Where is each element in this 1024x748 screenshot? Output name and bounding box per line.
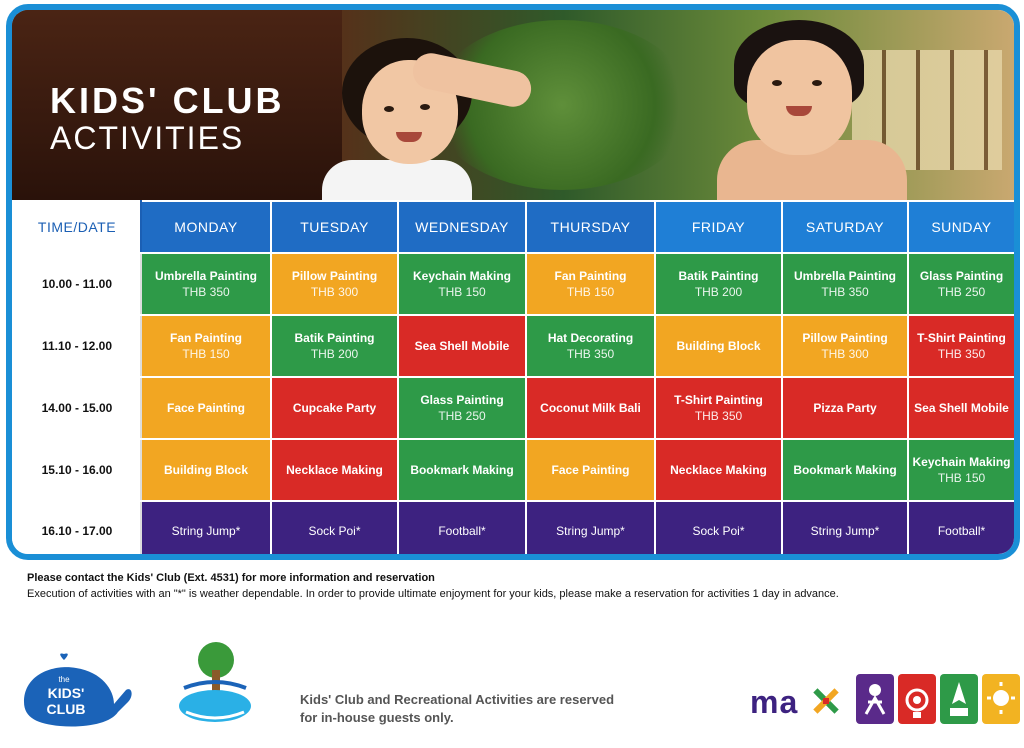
activity-price: THB 150 bbox=[566, 285, 615, 299]
table-row bbox=[13, 439, 1015, 501]
activity-name: Bookmark Making bbox=[793, 463, 897, 477]
activity-name: Football* bbox=[438, 524, 486, 538]
activity-name: Coconut Milk Bali bbox=[540, 401, 641, 415]
reserved-notice bbox=[300, 691, 614, 727]
activity-cell bbox=[398, 253, 526, 315]
activity-name: Umbrella Painting bbox=[154, 269, 258, 283]
activity-cell bbox=[655, 377, 782, 439]
table-header-row bbox=[13, 201, 1015, 253]
reserved-line-1: Kids' Club and Recreational Activities are reserved bbox=[300, 692, 615, 707]
time-slot: 10.00 - 11.00 bbox=[13, 253, 141, 315]
activity-price: THB 350 bbox=[566, 347, 615, 361]
table-row bbox=[13, 377, 1015, 439]
activity-name: Batik Painting bbox=[294, 331, 375, 345]
activity-price: THB 300 bbox=[310, 285, 359, 299]
table-row bbox=[13, 501, 1015, 560]
activity-name: Fan Painting bbox=[554, 269, 627, 283]
activity-cell bbox=[141, 439, 271, 501]
title-kids-club: KIDS' CLUB bbox=[50, 80, 285, 121]
reserved-line-2: for in-house guests only. bbox=[300, 710, 454, 725]
activity-cell bbox=[908, 377, 1015, 439]
activity-price: THB 150 bbox=[438, 285, 486, 299]
activity-name: T-Shirt Painting bbox=[917, 331, 1006, 345]
activity-cell bbox=[141, 315, 271, 377]
schedule-card bbox=[6, 4, 1020, 560]
header-sunday: SUNDAY bbox=[908, 201, 1015, 253]
max-logo: ma bbox=[750, 684, 799, 720]
activity-name: Keychain Making bbox=[412, 269, 512, 283]
activity-name: Sea Shell Mobile bbox=[914, 401, 1009, 415]
activity-cell bbox=[908, 253, 1015, 315]
activity-cell bbox=[398, 377, 526, 439]
activity-price: THB 200 bbox=[694, 285, 743, 299]
activity-cell bbox=[782, 253, 908, 315]
sun-icon bbox=[982, 674, 1020, 724]
activity-cell bbox=[271, 439, 398, 501]
activity-name: String Jump* bbox=[810, 524, 880, 538]
logo-club: CLUB bbox=[46, 701, 86, 717]
treehouse-waterpark-logo bbox=[174, 640, 256, 728]
header-monday: MONDAY bbox=[141, 201, 271, 253]
activity-name: Fan Painting bbox=[170, 331, 242, 345]
activity-cell bbox=[655, 439, 782, 501]
title-activities: ACTIVITIES bbox=[50, 120, 245, 156]
activity-name: Pillow Painting bbox=[291, 269, 378, 283]
activity-name: Pizza Party bbox=[813, 401, 877, 415]
activity-name: String Jump* bbox=[171, 524, 241, 538]
activity-cell bbox=[141, 501, 271, 560]
activity-name: Building Block bbox=[676, 339, 761, 353]
activity-name: Building Block bbox=[164, 463, 248, 477]
activity-name: Necklace Making bbox=[286, 463, 383, 477]
activity-name: Glass Painting bbox=[919, 269, 1004, 283]
kids-club-logo bbox=[14, 652, 134, 732]
activity-name: Hat Decorating bbox=[547, 331, 634, 345]
activity-name: Glass Painting bbox=[420, 393, 504, 407]
activity-name: Keychain Making bbox=[912, 455, 1011, 469]
contact-info bbox=[27, 572, 435, 584]
activity-price: THB 350 bbox=[694, 409, 743, 423]
activity-name: Face Painting bbox=[166, 401, 246, 415]
header-time-date: TIME/DATE bbox=[13, 201, 141, 253]
activity-schedule-table bbox=[12, 200, 1016, 560]
activity-cell bbox=[526, 253, 655, 315]
activity-cell bbox=[398, 501, 526, 560]
activity-cell bbox=[908, 439, 1015, 501]
hero-photo bbox=[12, 10, 1014, 200]
activity-cell bbox=[655, 501, 782, 560]
activity-name: Batik Painting bbox=[678, 269, 759, 283]
activity-cell bbox=[782, 501, 908, 560]
header-friday: FRIDAY bbox=[655, 201, 782, 253]
activity-price: THB 150 bbox=[182, 347, 230, 361]
contact-text: Please contact the Kids' Club (Ext. 4531) for more information and reservation bbox=[27, 572, 435, 584]
activity-price: THB 350 bbox=[821, 285, 869, 299]
child-icon bbox=[856, 674, 894, 724]
header-thursday: THURSDAY bbox=[526, 201, 655, 253]
whale-icon bbox=[14, 652, 134, 732]
activity-name: Pillow Painting bbox=[802, 331, 888, 345]
activity-cell bbox=[271, 377, 398, 439]
activity-price: THB 350 bbox=[182, 285, 230, 299]
activity-cell bbox=[271, 315, 398, 377]
activity-cell bbox=[655, 315, 782, 377]
tree-icon bbox=[174, 640, 256, 728]
logo-the: the bbox=[58, 675, 70, 684]
time-slot: 11.10 - 12.00 bbox=[13, 315, 141, 377]
activity-price: THB 150 bbox=[937, 471, 986, 485]
diver-icon bbox=[898, 674, 936, 724]
activity-cell bbox=[908, 315, 1015, 377]
activity-name: Sea Shell Mobile bbox=[414, 339, 510, 353]
activity-cell bbox=[141, 377, 271, 439]
activity-cell bbox=[908, 501, 1015, 560]
activity-name: Bookmark Making bbox=[410, 463, 514, 477]
time-slot: 16.10 - 17.00 bbox=[13, 501, 141, 560]
activity-name: Face Painting bbox=[551, 463, 630, 477]
activity-cell bbox=[526, 501, 655, 560]
activity-name: Necklace Making bbox=[670, 463, 767, 477]
activity-name: Sock Poi* bbox=[692, 524, 745, 538]
activity-cell bbox=[141, 253, 271, 315]
activity-price: THB 200 bbox=[310, 347, 359, 361]
activity-cell bbox=[655, 253, 782, 315]
activity-cell bbox=[271, 253, 398, 315]
activity-price: THB 300 bbox=[821, 347, 869, 361]
activity-name: Umbrella Painting bbox=[793, 269, 897, 283]
max-x-icon bbox=[809, 684, 843, 718]
activity-cell bbox=[526, 377, 655, 439]
time-slot: 15.10 - 16.00 bbox=[13, 439, 141, 501]
activity-cell bbox=[526, 439, 655, 501]
activity-name: T-Shirt Painting bbox=[674, 393, 763, 407]
rocket-icon bbox=[940, 674, 978, 724]
table-row bbox=[13, 253, 1015, 315]
activity-cell bbox=[782, 439, 908, 501]
weather-note: Execution of activities with an "*" is weather dependable. In order to provide ultimate enjoyment for your kids, please make a reservation for activities 1 day in advance. bbox=[27, 588, 839, 600]
activity-cell bbox=[271, 501, 398, 560]
activity-name: Football* bbox=[937, 524, 986, 538]
header-saturday: SATURDAY bbox=[782, 201, 908, 253]
activity-cell bbox=[782, 377, 908, 439]
activity-cell bbox=[398, 439, 526, 501]
logo-kids: KIDS' bbox=[47, 685, 85, 701]
schedule-body bbox=[13, 253, 1015, 560]
page-title bbox=[50, 82, 285, 156]
activity-cell bbox=[526, 315, 655, 377]
activity-price: THB 250 bbox=[937, 285, 986, 299]
activity-cell bbox=[782, 315, 908, 377]
activity-price: THB 350 bbox=[937, 347, 986, 361]
table-row bbox=[13, 315, 1015, 377]
activity-name: Sock Poi* bbox=[308, 524, 361, 538]
header-wednesday: WEDNESDAY bbox=[398, 201, 526, 253]
activity-name: String Jump* bbox=[556, 524, 625, 538]
activity-price: THB 250 bbox=[438, 409, 486, 423]
header-tuesday: TUESDAY bbox=[271, 201, 398, 253]
activity-cell bbox=[398, 315, 526, 377]
activity-name: Cupcake Party bbox=[292, 401, 377, 415]
time-slot: 14.00 - 15.00 bbox=[13, 377, 141, 439]
